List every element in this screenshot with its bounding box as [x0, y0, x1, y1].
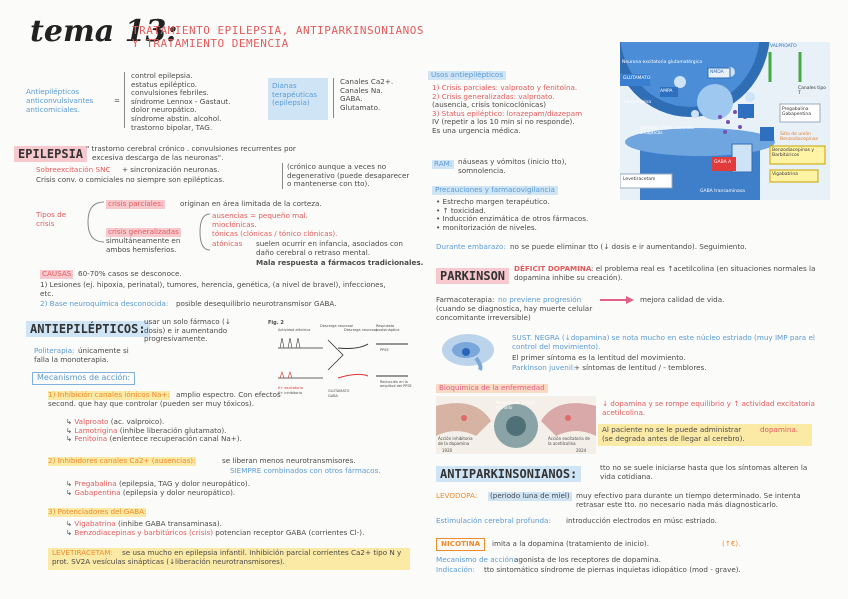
diana-item: Canales Ca2+. [340, 77, 394, 86]
indicacion-label: Indicación: [436, 565, 475, 574]
antiepi-label-2: anticonvulsivantes [26, 96, 94, 105]
fig-legend: K+ inhibitorio [278, 391, 302, 395]
synapse-diagram [620, 42, 830, 200]
sub-atonicas: atónicas [212, 239, 243, 248]
m2-text: se liberan menos neurotransmisores. [222, 456, 356, 465]
m3-drug: Benzodiacepinas y barbitúricos (crisis) [74, 527, 213, 537]
parciales-label: crisis parciales: [108, 199, 164, 208]
epilepsia-note: (crónico aunque a veces no degenerativo (puede desaparecer o mantenerse con tto). [282, 163, 412, 189]
antiepi-label-3: anticomiciales. [26, 105, 80, 114]
epilepsia-def-2: excesiva descarga de las neuronas". [92, 153, 224, 162]
usos-item: 2) Crisis generalizadas: valproato. [432, 91, 555, 101]
precaucion-item: • Inducción enzimática de otros fármacos. [436, 214, 589, 224]
m1-drug: Fenitoína [74, 434, 108, 444]
causas-i1: 1) Lesiones (ej. hipoxia, perinatal), tumores, herencia, genética, (a nivel de bravel), infecciones, etc. [40, 280, 386, 298]
arrow-icon: ↳ [66, 527, 75, 537]
m1-label: 1) Inhibición canales iónicos Na+: [48, 390, 170, 399]
causas-pct: 60-70% casos se desconoce. [78, 269, 182, 278]
estimulacion-text: introducción electrodos en músc estriado. [566, 516, 717, 525]
synapse-label: Neurona excitatoria glutamatérgica [622, 60, 703, 65]
bioquimica-heading: Bioquímica de la enfermedad [436, 384, 548, 393]
nicotina-cost: (↑€). [722, 539, 741, 548]
usos-item: 1) Crisis parciales: valproato y fenitoína. [432, 83, 578, 92]
embarazo-text: no se puede eliminar tto (↓ dosis e ir aumentando). Seguimiento. [510, 242, 747, 251]
neuron-label: Acción inhibitoria de la dopamina [438, 436, 473, 446]
neuron-label: Neurona del cuerpo estriado [496, 400, 536, 410]
synapse-label: VALPROATO [770, 44, 797, 49]
m3-drug: Vigabatrina [74, 519, 116, 528]
causas-label: CAUSAS [42, 269, 72, 278]
ram-text: náuseas y vómitos (inicio tto), somnolencia. [458, 157, 567, 175]
nicotina-label: NICOTINA [436, 538, 485, 551]
mecanismo-text: agonista de los receptores de dopamina. [514, 555, 661, 564]
deficit-dopamina: DÉFICIT DOPAMINA [514, 264, 592, 273]
mecanismos-box: Mecanismos de acción: [32, 372, 135, 385]
m3-list [66, 520, 364, 537]
use-item: trastorno bipolar, TAG. [131, 122, 213, 132]
mecanismo-label: Mecanismo de acción: [436, 555, 516, 564]
antiepi-label-1: Antiepilépticos [26, 87, 80, 96]
levodopa-highlight: (periodo luna de miel) [490, 491, 570, 500]
synapse-label: Sitio de unión Benzodiacepinas [780, 132, 818, 142]
tipos-label: Tipos de crisis [36, 210, 67, 228]
m1-drug-desc: (inhibe liberación glutamato). [119, 425, 227, 435]
synapse-label: proteína SV2A vesículas sinápticas [640, 126, 695, 136]
neuron-image [436, 396, 596, 454]
juvenil-text: + síntomas de lentitud / - temblores. [574, 363, 707, 372]
use-item: estatus epiléptico. [131, 79, 198, 89]
antiparkinsonianos-intro: tto no se suele iniciarse hasta que los síntomas alteren la vida cotidiana. [600, 463, 808, 481]
farmaco-label: Farmacoterapia: [436, 295, 495, 304]
m1-text: amplio espectro. Con efectos second. que hay que controlar (pueden ser muy tóxicos). [48, 390, 281, 408]
generalizadas-text: simultáneamente en ambos hemisferios. [106, 236, 181, 254]
monoterapia-text: usar un solo fármaco (↓ dosis) e ir aumentando progresivamente. [144, 317, 231, 344]
precaucion-item: • monitorización de niveles. [436, 222, 537, 232]
bioquimica-1: ↓ dopamina y se rompe equilibrio y ↑ actividad excitatoria acetilcolina. [602, 399, 815, 417]
use-item: convulsiones febriles. [131, 88, 209, 98]
usos-item: (ausencia, crisis tonicoclónicas) [432, 100, 547, 110]
usos-item: IV (repetir a los 10 min si no responde). [432, 117, 575, 127]
uses-list [131, 72, 230, 132]
fig-col: Respuesta postsináptica [376, 324, 400, 332]
generalizadas-label: crisis generalizadas [108, 227, 179, 236]
arrow-icon: ↳ [66, 479, 75, 488]
m3-drug-desc: (inhibe GABA transaminasa). [118, 519, 222, 528]
precaucion-item: • Estrecho margen terapéutico. [436, 197, 550, 206]
synapse-label: GABA transaminasa [700, 189, 745, 194]
estimulacion-label: Estimulación cerebral profunda: [436, 516, 551, 525]
arrow-icon: ↳ [66, 519, 75, 528]
m2-list [66, 480, 250, 497]
dianas-bracket [333, 78, 338, 118]
antiepilepticos-heading: ANTIEPILÉPTICOS: [26, 321, 150, 337]
precaucion-item: • ↑ toxicidad. [436, 205, 486, 215]
m1-drug: Lamotrigina [74, 425, 118, 435]
levodopa-label: LEVODOPA: [436, 491, 478, 500]
usos-item: Es una urgencia médica. [432, 125, 521, 135]
synapse-label: Canales tipo T [798, 86, 826, 96]
synapse-label: GABA A [714, 160, 732, 165]
m2-drug: Pregabalina [74, 479, 117, 488]
nicotina-text: imita a la dopamina (tratamiento de inicio). [492, 539, 649, 548]
fig-label: Fig. 2 [268, 320, 284, 326]
neuron-year: 1920 [442, 448, 453, 453]
fig-legend: K+ excitatorio [278, 386, 303, 390]
epilepsia-def-1: " trastorno cerebral crónico . convulsiones recurrentes por [86, 144, 296, 153]
synapse-label: NMDA [710, 70, 724, 75]
fig-col: Descarga neuronal [320, 324, 354, 328]
parciales-text: originan en área limitada de la corteza. [180, 199, 322, 208]
epilepsia-b1: + sincronización neuronas. [122, 165, 220, 174]
levetiracetam-label: LEVETIRACETAM: [52, 548, 113, 557]
synapse-label: Vigabatrina [772, 172, 798, 177]
uses-bracket [124, 72, 129, 128]
m1-drug-desc: (enlentece recuperación canal Na+). [109, 434, 242, 444]
title-line-1: TRATAMIENTO EPILEPSIA, ANTIPARKINSONIANOS [132, 24, 425, 37]
parkinson-heading: PARKINSON [436, 268, 509, 284]
precauciones-heading: Precauciones y farmacovigilancia [432, 186, 558, 195]
dianas-list [340, 78, 393, 112]
diana-item: GABA. [340, 94, 363, 104]
bioquimica-2a: Al paciente no se le puede administrar [602, 425, 742, 434]
politerapia-label: Politerapia: [34, 346, 75, 355]
use-item: síndrome abstin. alcohol. [131, 113, 222, 123]
sub-tonicas: tónicas (clónicas / tónico clónicas). [212, 229, 338, 238]
figure-2 [268, 320, 418, 400]
title-line-2: Y TRATAMIENTO DEMENCIA [132, 37, 289, 50]
bioquimica-2b: dopamina. [760, 425, 799, 434]
epilepsia-b1-label: Sobreexcitación SNC [36, 165, 111, 174]
use-item: dolor neuropático. [131, 105, 197, 115]
antiepi-eq: = [114, 96, 121, 105]
dianas-label: Dianas terapéuticas (epilepsia) [272, 81, 318, 108]
neuron-year: 2024 [576, 448, 587, 453]
ram-label: RAM: [434, 159, 453, 168]
causas-i2-label: 2) Base neuroquímica desconocida: [40, 299, 169, 308]
juvenil-label: Parkinson juvenil: [512, 363, 576, 372]
m3-drug-desc: potencian receptor GABA (corrientes Cl-). [215, 527, 365, 537]
usos-item: 3) Status epiléptico: lorazepam/diazepam [432, 108, 583, 118]
epilepsia-b2: Crisis conv. o comiciales no siempre son epilépticas. [36, 175, 225, 184]
fig-result: Reducción en la amplitud del PPSE [380, 380, 412, 388]
antiparkinsonianos-heading: ANTIPARKINSONIANOS: [436, 466, 581, 482]
fig-col: Descarga neuronal [344, 328, 378, 332]
atonicas-text: suelen ocurrir en infancia, asociados con daño cerebral o retraso mental. [256, 239, 403, 257]
m2-label: 2) Inhibidores canales Ca2+ (ausencias): [48, 456, 196, 465]
generalizadas-brace [196, 212, 212, 252]
sust-negra: SUST. NEGRA (↓dopamina) se nota mucho en este núcleo estriado (muy IMP para el control del movimiento). [512, 333, 815, 351]
use-item: control epilepsia. [131, 71, 193, 80]
brain-image [436, 330, 504, 372]
mala-respuesta: Mala respuesta a fármacos tradicionales. [256, 258, 424, 267]
arrow-icon: ↳ [66, 417, 75, 426]
parkinson-desc: : el problema real es ↑acetilcolina (en situaciones normales la dopamina inhibe su creación). [514, 264, 816, 282]
causas-i2: posible desequilibrio neurotransmisor GABA. [176, 299, 337, 308]
farmaco-text: no previene progresión [498, 295, 582, 304]
m1-drug-desc: (ac. valproico). [110, 417, 165, 426]
bioquimica-2c: (se degrada antes de llegar al cerebro). [602, 434, 745, 443]
diana-item: Glutamato. [340, 102, 381, 112]
embarazo-label: Durante embarazo: [436, 242, 506, 251]
m2-note: SIEMPRE combinados con otros fármacos. [230, 466, 381, 475]
arrow-icon: ↳ [66, 434, 75, 444]
fig-bottom: GLUTAMATO [328, 389, 350, 393]
levodopa-text: muy efectivo para durante un tiempo determinado. Se intenta retrasar este tto. no necesario nada más diagnosticarlo. [576, 491, 801, 509]
politerapia-text: únicamente si falla la monoterapia. [34, 346, 129, 364]
usos-list [432, 84, 582, 136]
page-title: tema 13: [30, 14, 178, 49]
diana-item: Canales Na. [340, 85, 383, 95]
sub-ausencias: ausencias = pequeño mal. [212, 211, 308, 220]
synapse-label: Benzodiacepinas y Barbitúricos [772, 148, 815, 158]
synapse-label: Lamotrigina [624, 100, 651, 105]
farmaco-nota: (cuando se diagnostica, hay muerte celular concomitante irreversible) [436, 304, 593, 322]
sub-mioclonicas: mioclónicas. [212, 220, 257, 229]
precauciones-list [436, 198, 588, 232]
m2-drug: Gabapentina [74, 487, 121, 497]
epilepsia-heading: EPILEPSIA [14, 146, 87, 162]
synapse-label: AMPA [660, 89, 673, 94]
synapse-label: Levetiracetam [623, 177, 656, 182]
fig-result: PPSE [380, 348, 389, 352]
synapse-label: Pregabalina Gabapentina [782, 107, 811, 117]
fig-bottom: GABA [328, 394, 338, 398]
levetiracetam-text: se usa mucho en epilepsia infantil. Inhibición parcial corrientes Ca2+ tipo N y prot. SV2A vesículas sinápticas (↓liberación neurotransmisores). [52, 548, 402, 566]
arrow-icon: ↳ [66, 487, 75, 497]
m2-drug-desc: (epilepsia y dolor neuropático). [122, 487, 236, 497]
synapse-label: GLUTAMATO [623, 76, 651, 81]
primer-sintoma: El primer síntoma es la lentitud del movimiento. [512, 353, 686, 362]
usos-heading: Usos antiepilépticos [428, 71, 506, 80]
mejora-text: mejora calidad de vida. [640, 295, 725, 304]
fig-col: Actividad eléctrica [278, 328, 311, 332]
m1-list [66, 418, 242, 444]
tipos-brace [80, 200, 106, 244]
arrow-icon: ↳ [66, 425, 75, 435]
m2-drug-desc: (epilepsia, TAG y dolor neuropático). [118, 479, 250, 488]
arrow-right-icon [600, 295, 636, 305]
neuron-label: Acción excitatoria de la acetilcolina [548, 436, 590, 446]
use-item: síndrome Lennox - Gastaut. [131, 96, 231, 106]
m3-label: 3) Potenciadores del GABA: [48, 507, 147, 516]
indicacion-text: tto sintomático síndrome de piernas inquietas idiopático (mod - grave). [484, 565, 741, 574]
m1-drug: Valproato [74, 417, 109, 426]
